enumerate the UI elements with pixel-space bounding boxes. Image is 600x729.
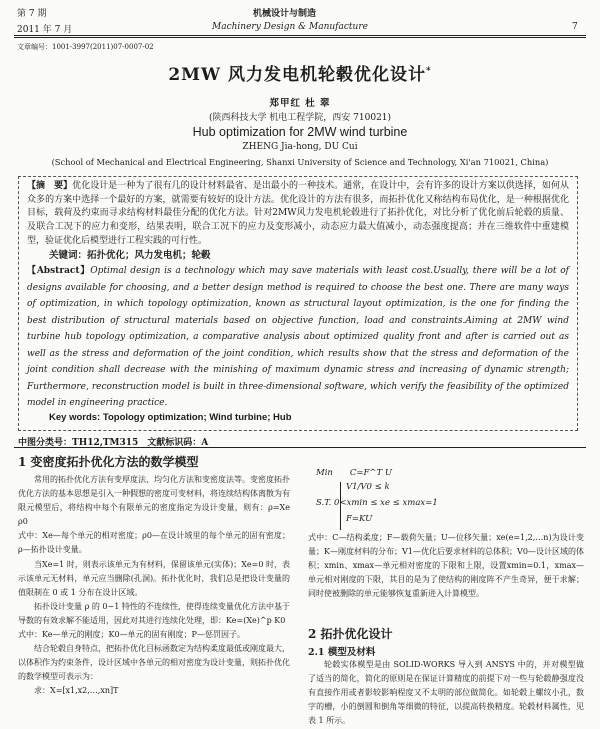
equation-objective: Min C=F^T U	[316, 468, 393, 478]
section-1-paragraph: 当Xe=1 时，则表示该单元为有材料，保留该单元(实体)；Xe=0 时，表示该单元无材料，单元应当删除(孔洞)。拓扑优化时，我们总是把设计变量的值限制在 0 或 1 分布在设计区域。	[18, 559, 290, 597]
section-1-heading: 1 变密度拓扑优化方法的数学模型	[18, 455, 199, 469]
section-1-paragraph: 式中：Ke—单元的刚度；K0—单元的固有刚度；P—惩罚因子。	[18, 630, 245, 640]
section-1-last-line: 求：X=[x1,x2,…,xn]T	[34, 686, 119, 696]
affiliation-en: (School of Mechanical and Electrical Engineering, Shanxi University of Science and Technology, Xi'an 710021, China)	[51, 157, 549, 167]
equation-density-constraint: S.T. 0<xmin ≤ xe ≤ xmax=1	[316, 498, 438, 508]
abstract-box	[18, 176, 578, 431]
abstract-en-label: 【Abstract】	[27, 266, 91, 276]
title-en: Hub optimization for 2MW wind turbine	[192, 125, 408, 139]
authors-cn: 郑甲红 杜 翠	[269, 98, 331, 109]
keywords-cn-text: 拓扑优化；风力发电机；轮毂	[87, 250, 211, 261]
abstract-cn	[27, 180, 569, 249]
article-id: 文章编号：1001-3997(2011)07-0007-02	[17, 43, 154, 51]
keywords-en-label: Key words:	[49, 412, 101, 423]
keywords-en	[49, 412, 292, 423]
header-rule	[14, 35, 586, 36]
keywords-cn-label: 关键词：	[49, 250, 88, 261]
journal-name-cn: 机械设计与制造	[253, 9, 317, 19]
affiliation-cn: (陕西科技大学 机电工程学院，西安 710021)	[208, 113, 392, 123]
classification-rule	[14, 447, 586, 448]
classification: 中图分类号：TH12,TM315 文献标识码：A	[18, 438, 209, 448]
equation-volume-constraint: V1/V0 ≤ k	[346, 482, 390, 492]
equation-equilibrium: F=KU	[346, 514, 373, 524]
abstract-en	[27, 263, 569, 412]
keywords-en-text: Topology optimization; Wind turbine; Hub	[102, 412, 292, 423]
title-footnote-mark: *	[425, 66, 432, 77]
page-number: 7	[572, 22, 578, 32]
section-1-paragraph: 式中：Xe—每个单元的相对密度；ρ0—在设计域里的每个单元的固有密度；ρ—拓扑设计变量。	[18, 531, 290, 555]
right-column-paragraph-2	[308, 658, 584, 728]
abstract-cn-text: 优化设计是一种为了很有几的设计材料最省、是出最小的一种技术。通常，在设计中，会有许多的设计方案以供选择，如何从众多的方案中选择一个最好的方案，就需要有较好的设计方法。优化设计的方法有很多，而拓扑优化又称结构布局优化，是一种根据优化目标，载荷及约束而寻求结构材料最佳分配的优化方法。针对2MW风力发电机轮毂进行了拓扑优化，对比分析了优化前后轮毂的质量、及联合工况下的应力和变形，结果表明，联合工况下的应力及变形减小，动态应力最大值减小，动态强度提高；并在三维软件中重建模型，验证优化后模型进行工程实践的可行性。	[27, 181, 569, 246]
keywords-cn	[49, 247, 211, 261]
subsection-2-1-heading: 2.1 模型及材料	[308, 647, 376, 658]
section-1-paragraph: 常用的拓扑优化方法有变厚度法、均匀化方法和变密度法等。变密度拓扑优化方法的基本思想是引入一种假想的密度可变材料，将连续结构体离散为有限元模型后，将结构中每个有限单元的密度指定为设计变量，则有：ρ=Xe ρ0	[18, 475, 290, 527]
section-1-paragraph: 拓扑设计变量 ρ 的 0~1 特性的不连续性，使得连续变量优化方法中基于导数的有效求解不能适用，因此对其进行连续化处理，即：Ke=(Xe)^p K0	[18, 601, 290, 625]
section-1-body	[18, 473, 290, 699]
abstract-en-text: Optimal design is a technology which may save materials with least cost.Usually, there will be a lot of designs available for choosing, and a better design method is required to choose the best one. There are many ways of optimization, in which topology optimization, known as structural layout optimization, is the one for finding the best distribution of structural materials based on objective function, load and constraints.Aiming at 2MW wind turbine hub topology optimization, a comparative analysis about optimized quality front and after is carried out as well as the stress and deformation of the joint condition, which results show that the stress and deformation of the joint condition shall decrease with the minishing of maximum dynamic stress and increasing of dynamic strength; Furthermore, reconstruction model is built in three-dimensional software, which verify the feasibility of the optimized model in engineering practice.	[27, 266, 569, 408]
issue-date: 2011 年 7 月	[17, 25, 73, 35]
authors-en: ZHENG Jia-hong, DU Cui	[242, 142, 358, 152]
title-cn	[0, 60, 600, 85]
right-column-paragraph-1	[308, 531, 584, 601]
model-material-paragraph: 轮毂实体模型是由 SOLID-WORKS 导入到 ANSYS 中的，并对模型做了适当的简化，简化的原则是在保证计算精度的前提下对一些与轮毂静强度没有直接作用或者影较影响程度又不太明的部位做简化。如轮毂上螺纹小孔，数字的槽，小的倒圆和倒角等细微的特征，以提高转换精度。轮毂材料属性，见表 1 所示。	[308, 660, 584, 726]
title-cn-text: 2MW 风力发电机轮毂优化设计	[168, 65, 426, 85]
header-rule-thin	[14, 37, 586, 38]
journal-name-en: Machinery Design & Manufacture	[212, 22, 368, 32]
abstract-cn-label: 【摘 要】	[27, 181, 73, 191]
section-2-heading: 2 拓扑优化设计	[308, 627, 393, 641]
variable-definitions: 式中：C—结构柔度；F—载荷矢量；U—位移矢量；xe(e=1,2,…n)为设计变量；K—刚度材料的分布；V1—优化后要求材料的总体积；V0—设计区域的体积；xmin、xmax—单元相对密度的下限和上限，设置xmin=0.1，xmax—单元相对刚度的下限，其目的是为了使结构的刚度阵不产生奇异，便于求解；同时使被删除的单元能够恢复重新进入计算模型。	[308, 533, 584, 599]
issue-number: 第 7 期	[17, 9, 47, 19]
section-1-paragraph: 结合轮毂自身特点，把拓扑优化目标函数定为结构柔度最低或刚度最大，以体积作为约束条件，设计区域中各单元的相对密度为设计变量，则拓扑优化的数学模型可表示为：	[18, 644, 290, 682]
